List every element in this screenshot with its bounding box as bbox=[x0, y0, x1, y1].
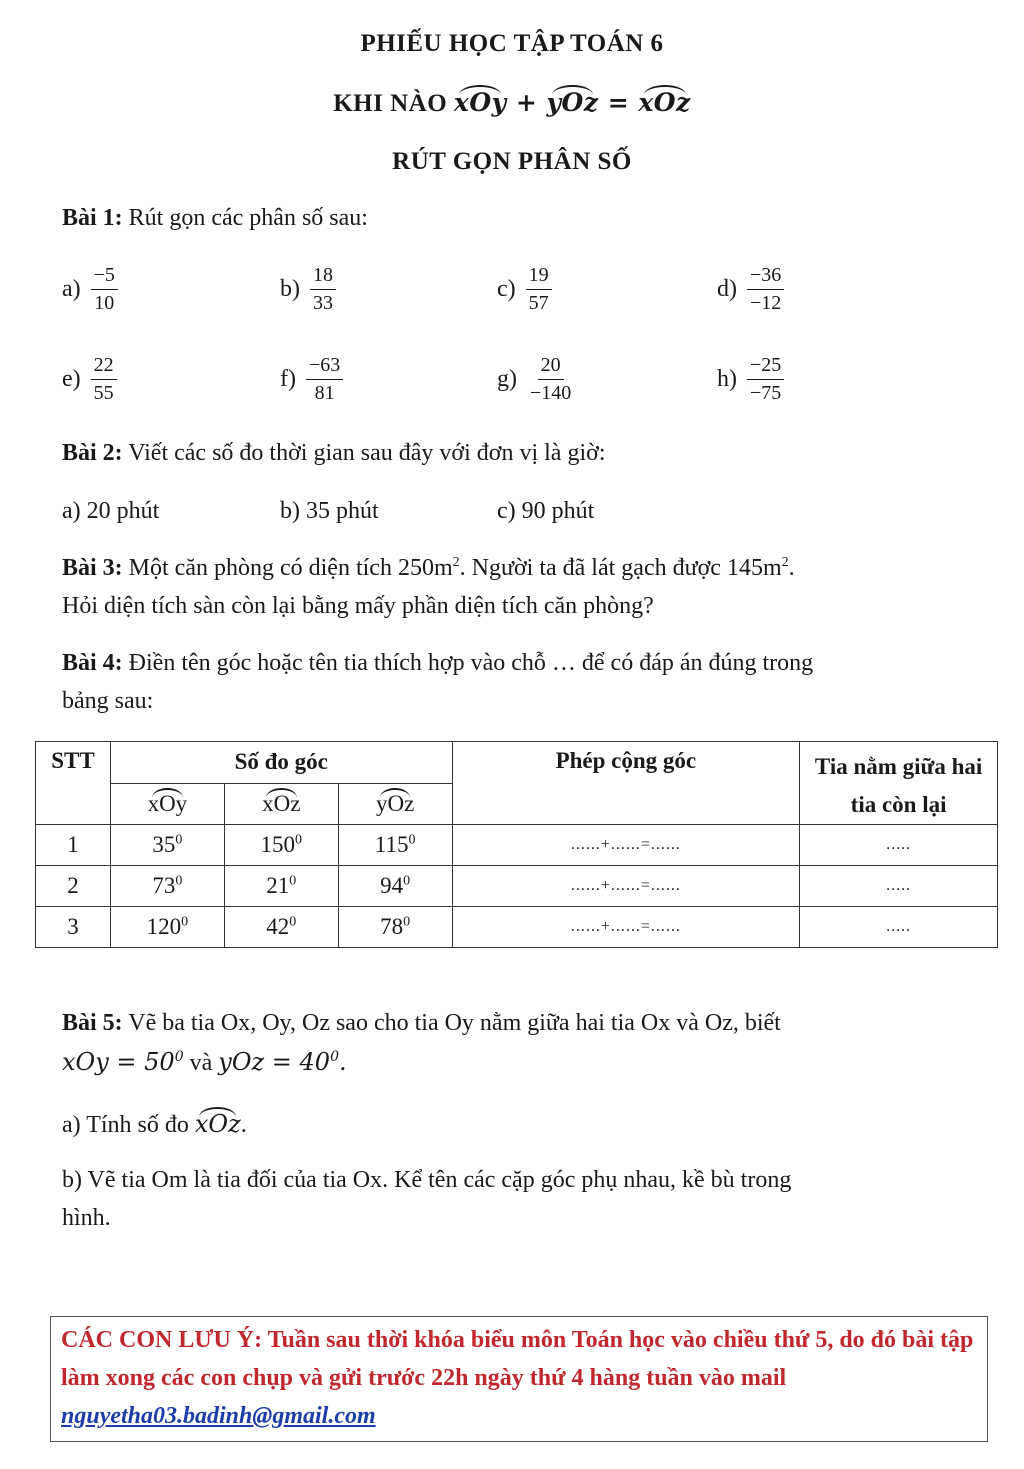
degree-sup: 0 bbox=[181, 914, 189, 930]
fraction-letter: b) bbox=[280, 276, 300, 302]
fraction bbox=[527, 354, 574, 405]
degree-sup: 0 bbox=[174, 1049, 184, 1065]
fraction-item-b bbox=[280, 264, 336, 315]
header-addition: Phép cộng góc bbox=[452, 742, 800, 825]
denominator: −75 bbox=[750, 382, 782, 404]
header-ray-between: Tia nằm giữa hai tia còn lại bbox=[800, 742, 998, 825]
fraction-item-h bbox=[717, 354, 784, 405]
angle-label: xOz bbox=[262, 790, 301, 816]
cell-addition-blank: ......+......=...... bbox=[452, 866, 800, 907]
numerator: 19 bbox=[526, 264, 552, 290]
header-stt: STT bbox=[36, 742, 111, 825]
fraction bbox=[747, 264, 784, 315]
email-link[interactable]: nguyetha03.badinh@gmail.com bbox=[61, 1403, 376, 1429]
bai1-label: Bài 1: bbox=[62, 205, 123, 231]
bai5-part-b-line1: b) Vẽ tia Om là tia đối của tia Ox. Kể tên các cặp góc phụ nhau, kề bù trong bbox=[62, 1167, 792, 1193]
angle-value: 120 bbox=[146, 914, 182, 939]
bai3-text-c: . bbox=[788, 555, 795, 581]
bai4-text: Điền tên góc hoặc tên tia thích hợp vào chỗ … để có đáp án đúng trong bbox=[128, 650, 814, 676]
cond-yoz-text: yOz = 40 bbox=[218, 1048, 331, 1076]
fraction-item-d bbox=[717, 264, 784, 315]
fraction-item-e bbox=[62, 354, 117, 405]
degree-sup: 0 bbox=[403, 914, 411, 930]
bai4-heading bbox=[62, 650, 813, 677]
fraction-item-c bbox=[497, 264, 552, 315]
denominator: 55 bbox=[93, 382, 114, 404]
fraction-letter: a) bbox=[62, 276, 81, 302]
angle-xoy: xOy bbox=[453, 88, 507, 117]
cell-yoz bbox=[338, 825, 452, 866]
degree-sup: 0 bbox=[175, 873, 183, 889]
angle-yoz: yOz bbox=[546, 88, 599, 117]
angle-value: 94 bbox=[380, 873, 404, 898]
degree-sup: 0 bbox=[289, 914, 297, 930]
bai4-line2: bảng sau: bbox=[62, 688, 154, 714]
angle-value: 78 bbox=[380, 914, 404, 939]
degree-sup: 0 bbox=[408, 832, 416, 848]
cell-yoz bbox=[338, 866, 452, 907]
fraction bbox=[310, 264, 336, 315]
bai5-label: Bài 5: bbox=[62, 1010, 123, 1036]
denominator: −140 bbox=[530, 382, 572, 404]
fraction bbox=[91, 264, 118, 315]
fraction-item-f bbox=[280, 354, 343, 405]
denominator: 33 bbox=[313, 292, 333, 314]
squared-sup: 2 bbox=[452, 555, 460, 570]
cell-stt: 3 bbox=[36, 907, 111, 948]
fraction-letter: e) bbox=[62, 366, 81, 392]
numerator: −36 bbox=[747, 264, 784, 290]
cond-xoy-text: xOy = 50 bbox=[62, 1048, 175, 1076]
cond-xoy bbox=[62, 1048, 184, 1076]
title-line3: RÚT GỌN PHÂN SỐ bbox=[392, 148, 632, 175]
bai3-text-b: . Người ta đã lát gạch được 145m bbox=[459, 555, 782, 581]
bai5-part-a: a) Tính số đo xOz. bbox=[62, 1110, 247, 1138]
title-line1: PHIẾU HỌC TẬP TOÁN 6 bbox=[360, 30, 664, 57]
fraction-letter: d) bbox=[717, 276, 737, 302]
bai2-item-c: c) 90 phút bbox=[497, 498, 595, 524]
angle-value: 42 bbox=[266, 914, 290, 939]
numerator: −25 bbox=[747, 354, 784, 380]
header-angle: Số đo góc bbox=[110, 742, 452, 784]
bai2-item-a: a) 20 phút bbox=[62, 498, 160, 524]
cell-xoz bbox=[224, 866, 338, 907]
numerator: 22 bbox=[91, 354, 117, 380]
cell-xoy bbox=[110, 825, 224, 866]
fraction bbox=[526, 264, 552, 315]
fraction-letter: c) bbox=[497, 276, 516, 302]
fraction bbox=[91, 354, 117, 405]
bai2-item-b: b) 35 phút bbox=[280, 498, 379, 524]
angle-label: xOy bbox=[147, 790, 188, 816]
cell-yoz bbox=[338, 907, 452, 948]
numerator: −63 bbox=[306, 354, 343, 380]
bai3-text-a: Một căn phòng có diện tích 250m bbox=[128, 555, 453, 581]
fraction bbox=[306, 354, 343, 405]
bai4-label: Bài 4: bbox=[62, 650, 123, 676]
angle-table bbox=[35, 741, 998, 948]
bai5-conditions bbox=[62, 1048, 347, 1077]
bai3-line2: Hỏi diện tích sàn còn lại bằng mấy phần diện tích căn phòng? bbox=[62, 593, 654, 619]
bai5-a-text: a) Tính số đo bbox=[62, 1112, 189, 1138]
bai3-label: Bài 3: bbox=[62, 555, 123, 581]
cell-stt: 1 bbox=[36, 825, 111, 866]
denominator: 57 bbox=[528, 292, 549, 314]
bai5-part-b-line2: hình. bbox=[62, 1205, 111, 1231]
cell-ray-blank: ..... bbox=[800, 907, 998, 948]
bai1-text: Rút gọn các phân số sau: bbox=[128, 205, 368, 231]
degree-sup: 0 bbox=[175, 832, 183, 848]
fraction bbox=[747, 354, 784, 405]
cell-xoz bbox=[224, 825, 338, 866]
bai1-heading bbox=[62, 205, 368, 232]
cell-xoy bbox=[110, 907, 224, 948]
table-row bbox=[36, 825, 998, 866]
fraction-letter: f) bbox=[280, 366, 296, 392]
bai2-text: Viết các số đo thời gian sau đây với đơn vị là giờ: bbox=[128, 440, 606, 466]
cell-xoz bbox=[224, 907, 338, 948]
title-line2: KHI NÀO xOy + yOz = xOz bbox=[333, 88, 691, 117]
table-row bbox=[36, 907, 998, 948]
degree-sup: 0 bbox=[330, 1049, 339, 1065]
fraction-letter: g) bbox=[497, 366, 517, 392]
degree-sup: 0 bbox=[403, 873, 411, 889]
angle-xoz: xOz bbox=[638, 88, 691, 117]
bai5-heading bbox=[62, 1010, 781, 1037]
numerator: 18 bbox=[310, 264, 336, 290]
subheader-xoz bbox=[224, 783, 338, 825]
cond-yoz: yOz = $40^0$. bbox=[218, 1048, 347, 1076]
table-row bbox=[36, 866, 998, 907]
squared-sup: 2 bbox=[781, 555, 789, 570]
cell-addition-blank: ......+......=...... bbox=[452, 825, 800, 866]
bai5-text: Vẽ ba tia Ox, Oy, Oz sao cho tia Oy nằm giữa hai tia Ox và Oz, biết bbox=[128, 1010, 781, 1036]
degree-sup: 0 bbox=[289, 873, 297, 889]
degree-sup: 0 bbox=[295, 832, 302, 848]
cell-xoy bbox=[110, 866, 224, 907]
bai3-heading bbox=[62, 555, 795, 582]
numerator: 20 bbox=[538, 354, 564, 380]
angle-xoz: xOz bbox=[194, 1110, 241, 1138]
angle-value: 150 bbox=[260, 832, 295, 857]
bai2-heading bbox=[62, 440, 605, 467]
cell-stt: 2 bbox=[36, 866, 111, 907]
subheader-yoz bbox=[338, 783, 452, 825]
numerator: −5 bbox=[91, 264, 118, 290]
cell-addition-blank: ......+......=...... bbox=[452, 907, 800, 948]
angle-value: 35 bbox=[152, 832, 176, 857]
notice-text: CÁC CON LƯU Ý: Tuần sau thời khóa biểu môn Toán học vào chiều thứ 5, do đó bài tập làm xong các con chụp và gửi trước 22h ngày thứ 4 hàng tuần vào mail bbox=[61, 1327, 974, 1391]
title-line2-prefix: KHI NÀO bbox=[333, 90, 448, 117]
notice-box bbox=[50, 1316, 988, 1442]
angle-value: 73 bbox=[152, 873, 176, 898]
fraction-item-g bbox=[497, 354, 574, 405]
fraction-item-a bbox=[62, 264, 118, 315]
fraction-letter: h) bbox=[717, 366, 737, 392]
angle-label: yOz bbox=[375, 790, 415, 816]
bai2-label: Bài 2: bbox=[62, 440, 123, 466]
cell-ray-blank: ..... bbox=[800, 866, 998, 907]
subheader-xoy bbox=[110, 783, 224, 825]
cond-and: và bbox=[189, 1050, 213, 1076]
denominator: 10 bbox=[94, 292, 115, 314]
cell-ray-blank: ..... bbox=[800, 825, 998, 866]
denominator: 81 bbox=[314, 382, 335, 404]
angle-value: 21 bbox=[266, 873, 290, 898]
angle-value: 115 bbox=[374, 832, 409, 857]
denominator: −12 bbox=[750, 292, 782, 314]
